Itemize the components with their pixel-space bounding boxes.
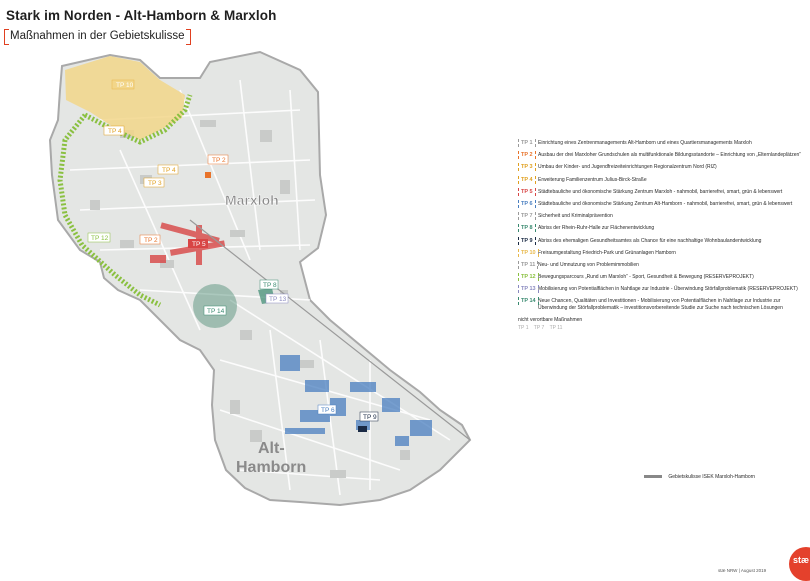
tp12-label [88,233,110,242]
legend-badge: TP 6 [518,200,536,208]
legend-badge: TP 7 [518,212,536,220]
page-title: Stark im Norden - Alt-Hamborn & Marxloh [6,8,277,23]
svg-text:TP 3: TP 3 [148,180,162,187]
tp4-label [104,126,124,135]
label-alt: Alt- [258,440,285,457]
legend-text: Abriss des ehemaligen Gesundheitsamtes als Chance für eine nachhaltige Wohnbaulandentwicklung [538,237,762,244]
legend-text: Städtebauliche und ökonomische Stärkung Zentrum Marxloh - nahmobil, barrierefrei, smart, grün & lebenswert [538,188,783,195]
tp3-label [144,178,164,187]
boundary-legend-text: Gebietskulisse ISEK Marxloh-Hamborn [668,474,756,480]
legend-badge: TP 1 [518,139,536,147]
legend-badge: TP 14 [518,297,539,305]
legend-badge: TP 11 [518,261,538,269]
svg-text:TP 9: TP 9 [363,414,377,421]
legend-sub-badge: TP 1 [518,324,529,331]
legend-sub-badge: TP 11 [549,324,563,331]
legend-sub-badges [518,325,802,331]
tp9-area [358,426,367,432]
label-hamborn: Hamborn [236,459,307,476]
legend-item-tp7 [518,213,802,222]
legend-text: Freiraumgestaltung Friedrich-Park und Grünanlagen Hamborn [538,249,676,256]
legend-item-tp8 [518,225,802,234]
legend-text: Neue Chancen, Qualitäten und Investitionen - Mobilisierung von Potentialflächen in Nahtlage zur Industrie zur Überwindung der Störfallproblematik – investitionsvorbereitende Studie zur Suche nach technischen Lösungen [538,298,783,311]
svg-text:TP 14: TP 14 [207,308,225,315]
legend-item-tp13 [518,286,802,295]
tp14-label [204,306,226,315]
tp5-label [188,239,208,248]
svg-text:TP 12: TP 12 [91,235,109,242]
legend-text: Ausbau der drei Marxloher Grundschulen als multifunktionale Bildungsstandorte – Einrichtung von „Elternlandeplätzen“ [538,152,801,159]
tp13-label [266,294,288,303]
legend-item-tp2 [518,152,802,161]
legend-badge: TP 12 [518,273,539,281]
tp2-label-a [208,155,228,164]
svg-text:TP 8: TP 8 [263,282,277,289]
legend-item-tp6 [518,201,802,210]
tp8-label [260,280,278,289]
legend-subheading: nicht verortbare Maßnahmen [518,316,583,323]
legend-text: Erweiterung Familienzentrum Julius-Birck-Straße [538,176,647,183]
svg-text:TP 10: TP 10 [116,82,134,89]
legend-badge: TP 13 [518,285,539,293]
tp10-label [112,80,134,89]
legend-text: Bewegungsparcours „Rund um Marxloh“ - Sport, Gesundheit & Bewegung (RESERVEPROJEKT) [538,274,754,281]
tp9-label [360,412,378,421]
legend-badge: TP 3 [518,163,536,171]
legend-item-tp4 [518,177,802,186]
legend-badge: TP 8 [518,224,536,232]
svg-text:TP 4: TP 4 [108,128,122,135]
legend [518,140,802,331]
legend-item-tp14 [518,298,802,310]
tp6-label [318,405,336,414]
boundary-legend [644,474,755,480]
svg-text:TP 2: TP 2 [212,157,226,164]
tp2-marker [205,172,211,178]
legend-badge: TP 10 [518,249,539,257]
tp2-label-b [140,235,160,244]
svg-text:TP 5: TP 5 [192,241,206,248]
legend-item-tp3 [518,164,802,173]
svg-text:TP 6: TP 6 [321,407,335,414]
legend-item-tp5 [518,189,802,198]
bracket-right [186,29,191,45]
subtitle-text: Maßnahmen in der Gebietskulisse [10,30,185,42]
legend-sub-badge: TP 7 [533,324,545,331]
svg-text:TP 4: TP 4 [162,167,176,174]
legend-text: Sicherheit und Kriminalprävention [538,213,613,220]
brand-logo: stæ [789,547,810,581]
legend-text: Umbau der Kinder- und Jugendfreizeiteinrichtungen Regionalzentrum Nord (RIZ) [538,164,717,171]
legend-badge: TP 4 [518,176,536,184]
legend-badge: TP 2 [518,151,536,159]
tp4-label-b [158,165,178,174]
legend-badge: TP 9 [518,237,536,245]
legend-item-tp9 [518,238,802,247]
legend-text: Einrichtung eines Zentrenmanagements Alt-Hamborn und eines Quartiersmanagements Marxloh [538,140,752,146]
page-subtitle [6,30,189,42]
svg-text:TP 13: TP 13 [269,296,287,303]
boundary-swatch [644,475,662,478]
footer-credit: stæ NRW | August 2019 [718,568,767,573]
svg-text:TP 2: TP 2 [144,237,158,244]
legend-text: Abriss der Rhein-Ruhr-Halle zur Flächenentwicklung [538,225,655,232]
legend-item-tp12 [518,274,802,283]
bracket-left [4,29,9,45]
legend-item-tp1 [518,140,802,149]
legend-text: Mobilisierung von Potentialflächen in Nahtlage zur Industrie - Überwindung Störfallproblematik (RESERVEPROJEKT) [538,286,798,293]
legend-text: Städtebauliche und ökonomische Stärkung Zentrum Alt-Hamborn - nahmobil, barrierefrei, smart, grün & lebenswert [538,200,793,207]
legend-text: Neu- und Umnutzung von Problemimmobilien [538,261,639,268]
legend-item-tp10 [518,250,802,259]
legend-badge: TP 5 [518,188,536,196]
legend-item-tp11 [518,262,802,271]
label-marxloh: Marxloh [225,192,279,208]
